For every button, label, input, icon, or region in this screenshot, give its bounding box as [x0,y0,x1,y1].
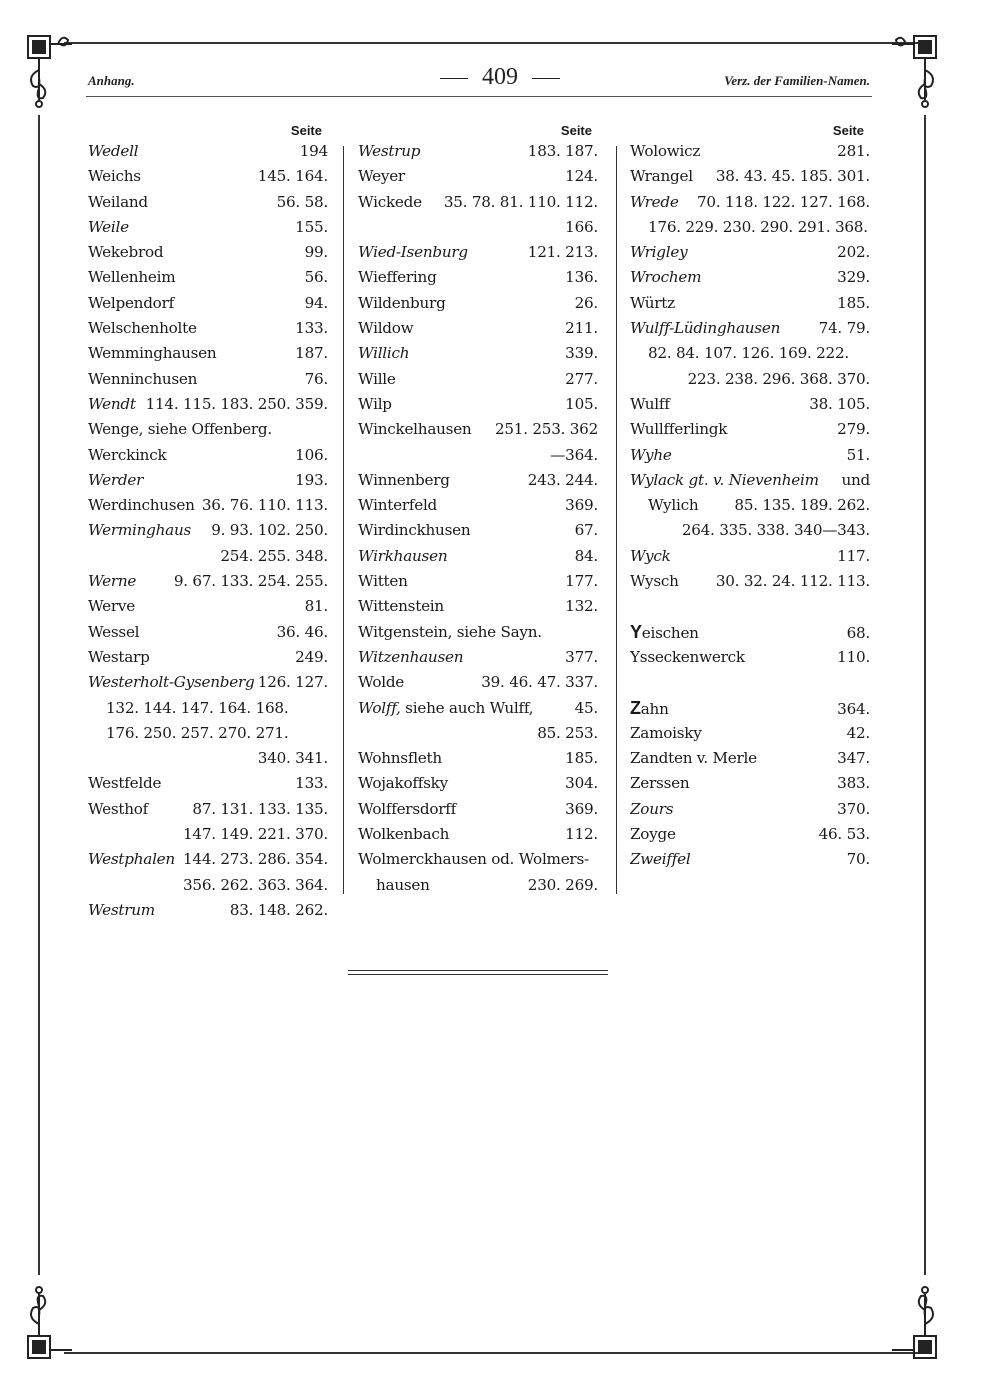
entry-name: Wyhe [630,445,672,464]
entry-pages: 106. [295,445,328,464]
entry-pages: 193. [295,470,328,489]
entry-pages: 81. [304,597,328,616]
entry-name: Wendt [88,394,136,413]
index-entry [88,240,328,265]
index-entry [358,746,598,771]
index-column-1 [88,123,328,923]
index-entry [630,771,870,796]
entry-name: Zweiffel [630,850,691,869]
entry-pages: 99. [304,243,328,262]
entry-name: Westerholt-Gysenberg [88,673,255,692]
frame-bottom-line [64,1352,920,1354]
entry-name: Wulff [630,394,670,413]
entry-pages: 36. 46. [276,622,328,641]
entry-pages: 254. 255. 348. [220,546,328,565]
entry-pages: 177. [565,572,598,591]
seite-label: Seite [290,123,322,138]
index-entry [630,493,870,518]
entry-pages: 82. 84. 107. 126. 169. 222. [648,344,849,363]
entry-pages: 67. [574,521,598,540]
entry-pages: 279. [837,420,870,439]
index-entry [358,822,598,847]
entry-pages: 84. [574,546,598,565]
entry-name: Westrum [88,900,155,919]
entry-name: Willich [358,344,410,363]
entry-name: Wirdinckhusen [358,521,471,540]
index-entry [630,518,870,543]
entry-name: Wenge, siehe Offenberg. [88,420,272,439]
entry-pages: 46. 53. [818,825,870,844]
entry-name-rest: eischen [641,623,699,642]
entry-pages: 277. [565,369,598,388]
index-entry [630,190,870,215]
entry-pages: 145. 164. [257,167,328,186]
entry-name: Wrigley [630,243,688,262]
entry-name: Zamoisky [630,723,702,742]
entry-name: Werminghaus [88,521,192,540]
entry-pages: 251. 253. 362 [494,420,598,439]
index-entry [88,873,328,898]
entry-pages: 38. 43. 45. 185. 301. [715,167,870,186]
entry-name: Wellenheim [88,268,176,287]
index-entry [88,392,328,417]
entry-name: Westphalen [88,850,175,869]
entry-pages: 70. [846,850,870,869]
index-entry [88,721,328,746]
entry-name: Wojakoffsky [358,774,448,793]
entry-pages: 39. 46. 47. 337. [481,673,598,692]
index-entry [630,721,870,746]
entry-pages: 176. 229. 230. 290. 291. 368. [648,217,868,236]
entry-name: Wilp [358,394,392,413]
index-entry [630,696,870,721]
section-gap [630,594,870,619]
index-entry [88,367,328,392]
ornament-bottom-right-icon [888,1282,950,1364]
index-entry [630,316,870,341]
index-entry [88,544,328,569]
index-entry [88,771,328,796]
entry-pages: 110. [837,647,870,666]
column-separator-2 [616,146,617,894]
entry-pages: 42. [846,723,870,742]
entry-name: Wickede [358,192,422,211]
entry-name: Welpendorf [88,293,174,312]
entry-name: Werne [88,572,137,591]
entry-pages: 126. 127. [257,673,328,692]
entry-name: Wohnsfleth [358,749,442,768]
index-entry [88,341,328,366]
entry-initial: Y [630,621,642,642]
entry-name-text: Wolff, [358,698,401,717]
index-entry [630,822,870,847]
entry-pages: 356. 262. 363. 364. [183,875,328,894]
entry-pages: 144. 273. 286. 354. [183,850,328,869]
entry-pages: 230. 269. [527,875,598,894]
entry-pages: 70. 118. 122. 127. 168. [697,192,870,211]
entry-pages: 364. [837,699,870,718]
entry-pages: 340. 341. [257,749,328,768]
entry-pages: 105. [565,394,598,413]
entry-name: Wrochem [630,268,702,287]
entry-name: Werder [88,470,144,489]
entry-pages: 87. 131. 133. 135. [192,799,328,818]
index-entry [88,291,328,316]
entry-name: Wessel [88,622,140,641]
entry-name [358,696,533,721]
entry-name: Wolffersdorff [358,799,456,818]
index-entry [358,797,598,822]
entry-name: Witgenstein, siehe Sayn. [358,622,542,641]
entry-pages: 185. [837,293,870,312]
entry-pages: 329. [837,268,870,287]
entry-pages: 136. [565,268,598,287]
entry-pages: 185. [565,749,598,768]
entry-pages: 223. 238. 296. 368. 370. [687,369,870,388]
index-entry [630,215,870,240]
entry-pages: 112. [565,825,598,844]
index-entry [358,518,598,543]
index-entry [88,569,328,594]
index-entry [88,443,328,468]
index-entry [358,392,598,417]
entry-name: Weyer [358,167,405,186]
frame-top-line [64,42,920,44]
entry-pages: 9. 67. 133. 254. 255. [173,572,328,591]
index-entry [358,569,598,594]
entry-name [630,620,699,645]
entry-name: Würtz [630,293,675,312]
index-entry [88,746,328,771]
entry-name: Wrede [630,192,679,211]
entry-pages: 121. 213. [527,243,598,262]
entry-pages: 202. [837,243,870,262]
section-gap [630,670,870,695]
index-entry [358,265,598,290]
index-entry [88,215,328,240]
index-entry [88,696,328,721]
entry-pages: 347. [837,749,870,768]
entry-name: Wolkenbach [358,825,450,844]
entry-name: Wulff-Lüdinghausen [630,319,781,338]
index-entry [358,771,598,796]
index-entry [88,190,328,215]
entry-pages: 45. [574,698,598,717]
index-entry [358,417,598,442]
entry-pages: 304. [565,774,598,793]
index-entry [630,240,870,265]
entry-pages: 243. 244. [527,470,598,489]
index-entry [630,392,870,417]
entry-name: Winckelhausen [358,420,472,439]
index-entry [358,873,598,898]
entry-pages: 68. [846,623,870,642]
index-entry [358,164,598,189]
index-entry [88,493,328,518]
index-entry [88,620,328,645]
index-entry [88,645,328,670]
entry-pages: 9. 93. 102. 250. [211,521,328,540]
entry-pages: 85. 253. [537,723,598,742]
entry-pages: 133. [295,319,328,338]
index-column-2 [358,123,598,898]
entry-name: Westrup [358,142,421,160]
index-entry [88,164,328,189]
seite-label: Seite [560,123,592,138]
entry-pages: 155. [295,217,328,236]
entry-pages: 94. [304,293,328,312]
entry-name: Ysseckenwerck [630,647,745,666]
index-entry [630,468,870,493]
index-entry [630,291,870,316]
index-entry [630,544,870,569]
running-head-right: Verz. der Familien-Namen. [724,73,870,88]
index-entry [358,341,598,366]
header-rule [86,96,872,97]
index-entry [88,417,328,442]
index-entry [358,721,598,746]
entry-name: Wildenburg [358,293,446,312]
entry-name: Werve [88,597,135,616]
entry-pages: 370. [837,799,870,818]
entry-name [630,696,669,721]
index-entry [630,417,870,442]
entry-name: Winnenberg [358,470,450,489]
entry-pages: 35. 78. 81. 110. 112. [443,192,598,211]
entry-name: Zandten v. Merle [630,749,757,768]
entry-pages: 83. 148. 262. [229,900,328,919]
index-entry [358,215,598,240]
index-entry [358,367,598,392]
entry-name: Wylich [648,496,699,515]
entry-name: Westhof [88,799,149,818]
entry-pages: 383. [837,774,870,793]
entry-name: Weile [88,217,129,236]
entry-pages: 51. [846,445,870,464]
index-entry [358,443,598,468]
index-entry [358,240,598,265]
index-entry [88,822,328,847]
index-entry [358,190,598,215]
entry-name: Welschenholte [88,319,197,338]
entry-name-note: siehe auch Wulff, [400,698,534,717]
index-entry [358,847,598,872]
entry-pages: 369. [565,496,598,515]
entry-pages: 176. 250. 257. 270. 271. [106,723,289,742]
entry-pages: 133. [295,774,328,793]
entry-pages: —364. [550,445,598,464]
entry-name: Wyck [630,546,671,565]
running-head-left: Anhang. [88,73,135,88]
index-entry [88,594,328,619]
entry-name: Zoyge [630,825,676,844]
entry-pages: 147. 149. 221. 370. [183,825,328,844]
entry-name: Wied-Isenburg [358,243,468,262]
entry-name: Wieffering [358,268,437,287]
entry-name: hausen [376,875,430,894]
entry-name: Wemminghausen [88,344,217,363]
index-entry [358,493,598,518]
index-entry [88,797,328,822]
index-entry [88,898,328,923]
entry-name-rest: ahn [640,699,669,718]
seite-label: Seite [832,123,864,138]
index-entry [88,847,328,872]
entry-pages: 264. 335. 338. 340—343. [681,521,870,540]
column-separator-1 [343,146,344,894]
entry-name: Wullfferlingk [630,420,728,439]
index-entry [630,569,870,594]
index-entry [88,518,328,543]
index-entry [358,594,598,619]
index-entry [630,341,870,366]
index-entry [358,468,598,493]
entry-pages: 56. [304,268,328,287]
entry-pages: und [841,470,870,489]
entry-pages: 56. 58. [276,192,328,211]
index-entry [358,645,598,670]
entry-pages: 30. 32. 24. 112. 113. [715,572,870,591]
entry-name: Winterfeld [358,496,438,515]
entry-name: Wrangel [630,167,693,186]
index-entry [358,544,598,569]
entry-name: Werdinchusen [88,496,195,515]
entry-name: Weiland [88,192,148,211]
entry-pages: 339. [565,344,598,363]
entry-name: Wildow [358,319,414,338]
entry-pages: 369. [565,799,598,818]
index-entry [630,797,870,822]
page-number-text: 409 [482,64,518,90]
index-entry [88,139,328,164]
frame-left-line [38,115,40,1275]
entry-name: Wille [358,369,396,388]
entry-name: Weichs [88,167,141,186]
entry-pages: 183. 187. [527,142,598,160]
index-entry [630,645,870,670]
entry-name: Zours [630,799,674,818]
index-entry [358,620,598,645]
index-entry [88,265,328,290]
index-entry [630,847,870,872]
entry-pages: 26. [574,293,598,312]
entry-pages: 281. [837,142,870,160]
entry-name: Wirkhausen [358,546,448,565]
index-entry [88,468,328,493]
index-entry [630,746,870,771]
entry-pages: 132. [565,597,598,616]
entry-pages: 36. 76. 110. 113. [201,496,328,515]
index-entry [630,443,870,468]
index-entry [358,696,598,721]
entry-name: Witzenhausen [358,647,464,666]
index-entry [630,620,870,645]
index-entry [88,670,328,695]
entry-pages: 132. 144. 147. 164. 168. [106,698,289,717]
index-entry [358,139,598,164]
entry-name: Wenninchusen [88,369,198,388]
entry-pages: 124. [565,167,598,186]
entry-name: Wedell [88,142,139,160]
entry-pages: 85. 135. 189. 262. [734,496,870,515]
entry-pages: 249. [295,647,328,666]
entry-name: Westfelde [88,774,162,793]
index-entry [88,316,328,341]
end-double-rule [348,970,608,978]
entry-pages: 38. 105. [809,394,870,413]
entry-name: Westarp [88,647,150,666]
ornament-bottom-left-icon [14,1282,76,1364]
entry-initial: Z [630,697,641,718]
entry-name: Wylack gt. v. Nievenheim [630,470,819,489]
entry-pages: 211. [565,319,598,338]
index-entry [358,670,598,695]
index-entry [630,367,870,392]
entry-pages: 76. [304,369,328,388]
entry-name: Wolmerckhausen od. Wolmers- [358,850,589,869]
index-entry [630,265,870,290]
entry-pages: 114. 115. 183. 250. 359. [145,394,328,413]
entry-pages: 74. 79. [818,319,870,338]
entry-name: Wysch [630,572,679,591]
index-entry [630,139,870,164]
frame-right-line [924,115,926,1275]
entry-name: Wolde [358,673,405,692]
entry-name: Werckinck [88,445,167,464]
index-entry [358,291,598,316]
entry-name: Wekebrod [88,243,164,262]
index-column-3 [630,123,870,873]
entry-name: Wolowicz [630,142,701,160]
entry-pages: 166. [565,217,598,236]
entry-pages: 194 [299,142,328,160]
entry-pages: 187. [295,344,328,363]
entry-name: Witten [358,572,408,591]
index-entry [358,316,598,341]
entry-name: Zerssen [630,774,690,793]
index-entry [630,164,870,189]
entry-pages: 117. [837,546,870,565]
entry-pages: 377. [565,647,598,666]
entry-name: Wittenstein [358,597,444,616]
